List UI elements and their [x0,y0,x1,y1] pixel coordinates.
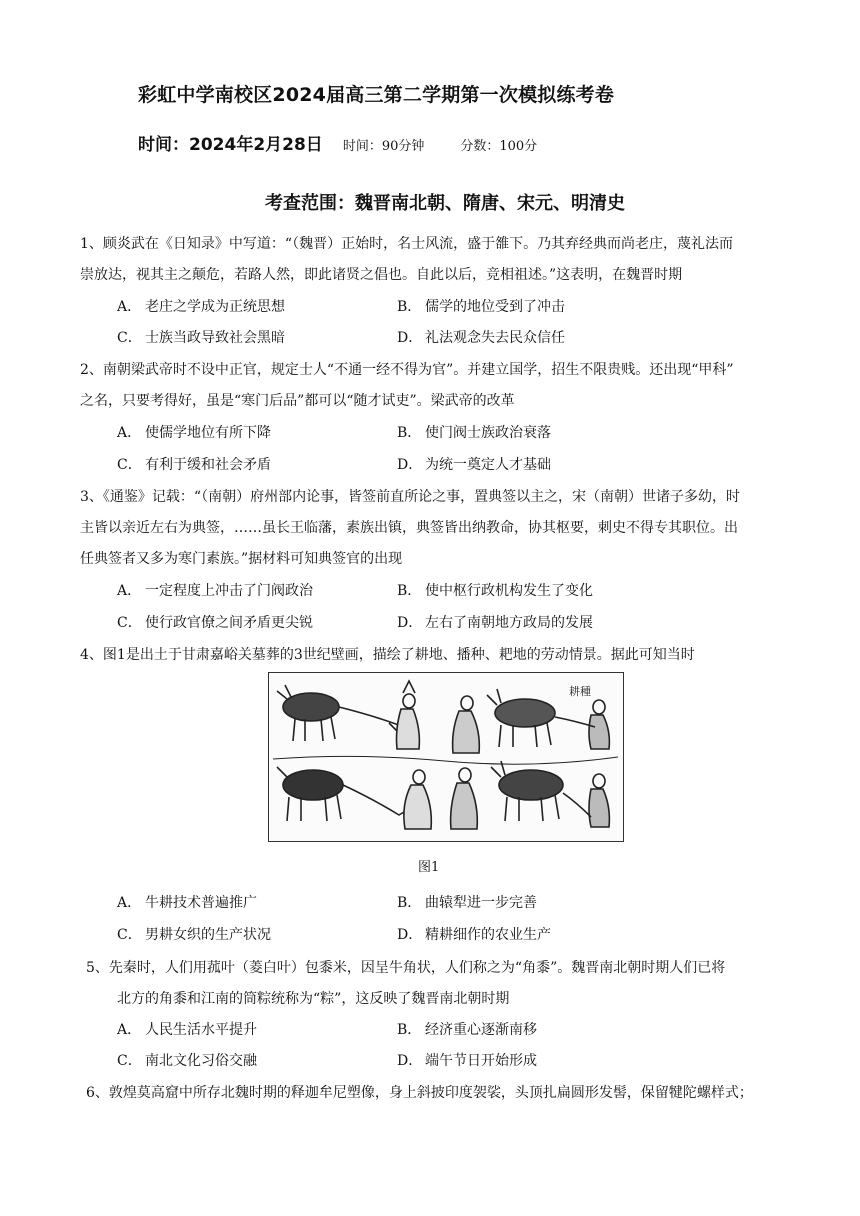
question-1-line-1: 1、顾炎武在《日知录》中写道：“（魏晋）正始时，名士风流，盛于雒下。乃其弃经典而尚老庄，蔑礼法而 [80,236,734,252]
question-2-option-c: C． 有利于缓和社会矛盾 [117,457,271,473]
question-4-option-c: C． 男耕女织的生产状况 [117,927,271,943]
mural-inscription: 耕種 [569,685,591,698]
question-2-line-1: 2、南朝梁武帝时不设中正官，规定士人“不通一经不得为官”。并建立国学，招生不限贵贱。还出现“甲科” [80,362,734,378]
question-1-option-b: B． 儒学的地位受到了冲击 [397,299,565,315]
question-5-line-2: 北方的角黍和江南的筒粽统称为“粽”，这反映了魏晋南北朝时期 [117,991,510,1007]
question-3-option-d: D． 左右了南朝地方政局的发展 [397,615,593,631]
exam-meta [138,130,537,155]
question-4-option-a: A． 牛耕技术普遍推广 [117,895,257,911]
mural-illustration-icon [269,673,622,840]
exam-date: 时间：2024年2月28日 [138,135,323,155]
question-5-option-b: B． 经济重心逐渐南移 [397,1022,537,1038]
question-2-option-d: D． 为统一奠定人才基础 [397,457,551,473]
question-2-option-b: B． 使门阀士族政治衰落 [397,425,551,441]
question-3-line-3: 任典签者又多为寒门素族。”据材料可知典签官的出现 [80,551,403,567]
question-1-option-d: D． 礼法观念失去民众信任 [397,330,565,346]
question-1-option-a: A． 老庄之学成为正统思想 [117,299,285,315]
question-3-option-c: C． 使行政官僚之间矛盾更尖锐 [117,615,313,631]
question-5-option-d: D． 端午节日开始形成 [397,1053,537,1069]
mural-figure [268,672,624,842]
question-4-option-b: B． 曲辕犁进一步完善 [397,895,537,911]
question-2-option-a: A． 使儒学地位有所下降 [117,425,271,441]
exam-title: 彩虹中学南校区2024届高三第二学期第一次模拟练考卷 [138,84,615,106]
exam-duration: 时间：90分钟 [342,139,425,154]
exam-scope: 考查范围：魏晋南北朝、隋唐、宋元、明清史 [265,193,625,214]
question-5-option-c: C． 南北文化习俗交融 [117,1053,257,1069]
question-2-line-2: 之名，只要考得好，虽是“寒门后品”都可以“随才试吏”。梁武帝的改革 [80,393,515,409]
question-4-option-d: D． 精耕细作的农业生产 [397,927,551,943]
question-3-line-1: 3、《通鉴》记载：“（南朝）府州部内论事，皆签前直所论之事，置典签以主之，宋（南朝）世诸子多幼，时 [80,489,741,505]
question-5-option-a: A． 人民生活水平提升 [117,1022,257,1038]
question-3-line-2: 主皆以亲近左右为典签，……虽长王临藩，素族出镇，典签皆出纳教命，协其枢要，刺史不得专其职位。出 [80,520,738,536]
question-1-option-c: C． 士族当政导致社会黑暗 [117,330,285,346]
question-4-line-1: 4、图1是出土于甘肃嘉峪关墓葬的3世纪壁画，描绘了耕地、播种、耙地的劳动情景。据此可知当时 [80,647,695,663]
question-5-line-1: 5、先秦时，人们用菰叶（菱白叶）包黍米，因呈牛角状，人们称之为“角黍”。魏晋南北朝时期人们已将 [86,960,726,976]
question-3-option-b: B． 使中枢行政机构发生了变化 [397,583,593,599]
figure-caption: 图1 [418,860,440,875]
question-3-option-a: A． 一定程度上冲击了门阀政治 [117,583,313,599]
question-1-line-2: 崇放达，视其主之颠危，若路人然，即此诸贤之倡也。自此以后，竞相祖述。”这表明，在魏晋时期 [80,267,683,283]
exam-score: 分数：100分 [460,139,538,154]
question-6-line-1: 6、敦煌莫高窟中所存北魏时期的释迦牟尼塑像，身上斜披印度袈裟，头顶扎扁圆形发髻，保留犍陀螺样式； [86,1085,753,1101]
